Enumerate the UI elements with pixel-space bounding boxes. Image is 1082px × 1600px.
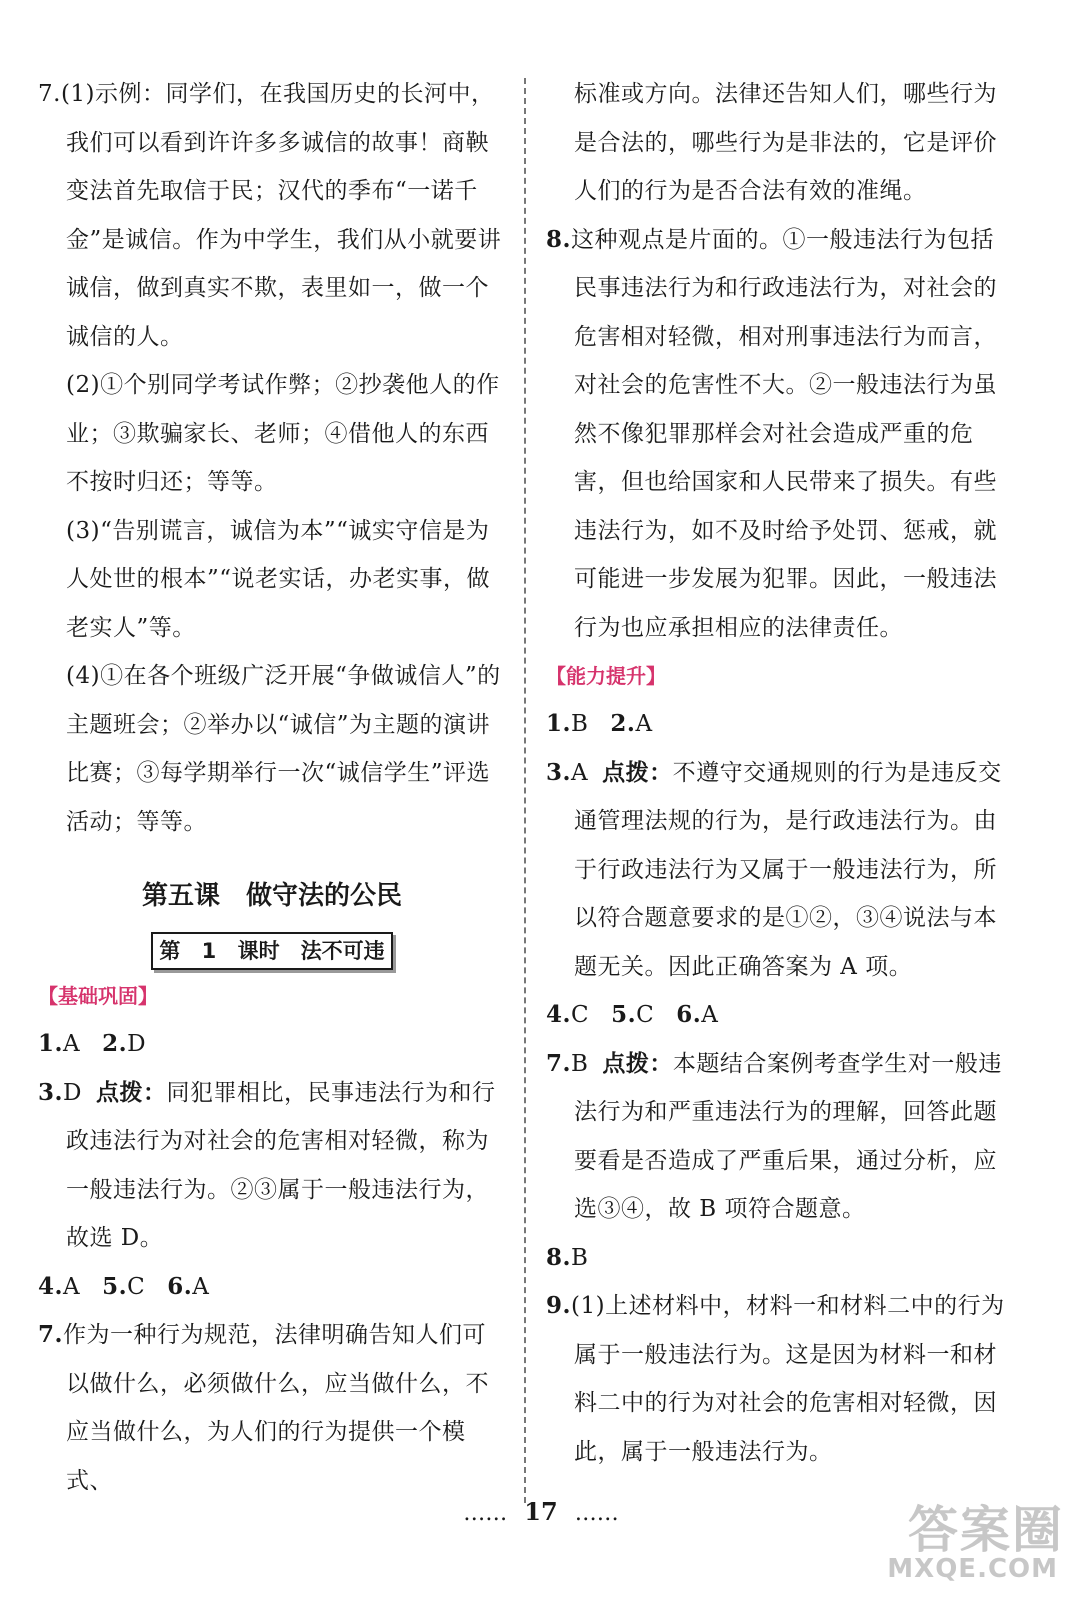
- footer-dots-left: ……: [463, 1501, 508, 1526]
- answers-1-2: 1.A 2.D: [38, 1030, 147, 1057]
- section-tag-basic: 【基础巩固】: [38, 984, 158, 1008]
- answer-8: 8.这种观点是片面的。①一般违法行为包括民事违法行为和行政违法行为，对社会的危害相对轻微，相对刑事违法行为而言，对社会的危害性不大。②一般违法行为虽然不像犯罪那样会对社会造成严重的危害，但也给国家和人民带来了损失。有些违法行为，如不及时给予处罚、惩戒，就可能进一步发展为犯罪。因此，一般违法行为也应承担相应的法律责任。: [546, 225, 997, 641]
- ability-answer-8: 8.B: [546, 1243, 589, 1271]
- ability-answers-1-2: 1.B 2.A: [546, 710, 653, 737]
- answers-4-6: 4.A 5.C 6.A: [38, 1272, 210, 1300]
- ability-answer-3: 3.A 点拨：不遵守交通规则的行为是违反交通管理法规的行为，是行政违法行为。由于行政违法行为又属于一般违法行为，所以符合题意要求的是①②，③④说法与本题无关。因此正确答案为 A 项。: [546, 758, 1002, 980]
- period-title-box: [38, 932, 506, 970]
- ability-answer-9: 9.(1)上述材料中，材料一和材料二中的行为属于一般违法行为。这是因为材料一和材料二中的行为对社会的危害相对轻微，因此，属于一般违法行为。: [546, 1292, 1005, 1465]
- column-divider: [524, 78, 526, 1503]
- lesson-title: 第五课 做守法的公民: [141, 881, 402, 911]
- page-number: 17: [524, 1497, 558, 1526]
- section-tag-ability: 【能力提升】: [546, 664, 666, 688]
- watermark-url: MXQE.COM: [887, 1554, 1058, 1584]
- answer-7-3: (3)“告别谎言，诚信为本”“诚实守信是为人处世的根本”“说老实话，办老实事，做老实人”等。: [66, 517, 491, 641]
- answer-7: 7.作为一种行为规范，法律明确告知人们可以做什么，必须做什么，应当做什么，不应当做什么，为人们的行为提供一个模式、: [38, 1321, 489, 1494]
- footer-dots-right: ……: [574, 1501, 619, 1526]
- answer-3: 3.D 点拨：同犯罪相比，民事违法行为和行政违法行为对社会的危害相对轻微，称为一般违法行为。②③属于一般违法行为，故选 D。: [38, 1078, 496, 1251]
- answer-7-continued: 标准或方向。法律还告知人们，哪些行为是合法的，哪些行为是非法的，它是评价人们的行为是否合法有效的准绳。: [574, 81, 997, 204]
- right-column: [546, 70, 1016, 1476]
- ability-answer-7: 7.B 点拨：本题结合案例考查学生对一般违法行为和严重违法行为的理解，回答此题要看是否造成了严重后果，通过分析，应选③④，故 B 项符合题意。: [546, 1049, 1002, 1222]
- answer-7-2: (2)①个别同学考试作弊；②抄袭他人的作业；③欺骗家长、老师；④借他人的东西不按时归还；等等。: [66, 372, 500, 495]
- ability-answers-4-6: 4.C 5.C 6.A: [546, 1001, 719, 1028]
- watermark: [874, 1490, 1064, 1594]
- answer-7-1: 7.(1)示例：同学们，在我国历史的长河中，我们可以看到许许多多诚信的故事！商鞅变法首先取信于民；汉代的季布“一诺千金”是诚信。作为中学生，我们从小就要讲诚信，做到真实不欺，表里如一，做一个诚信的人。: [38, 81, 502, 350]
- watermark-logo-text: 答案圈: [908, 1501, 1064, 1559]
- period-title: 第 1 课时 法不可违: [151, 932, 392, 970]
- left-column: [38, 70, 506, 1505]
- answer-7-4: (4)①在各个班级广泛开展“争做诚信人”的主题班会；②举办以“诚信”为主题的演讲比赛；③每学期举行一次“诚信学生”评选活动；等等。: [66, 663, 501, 835]
